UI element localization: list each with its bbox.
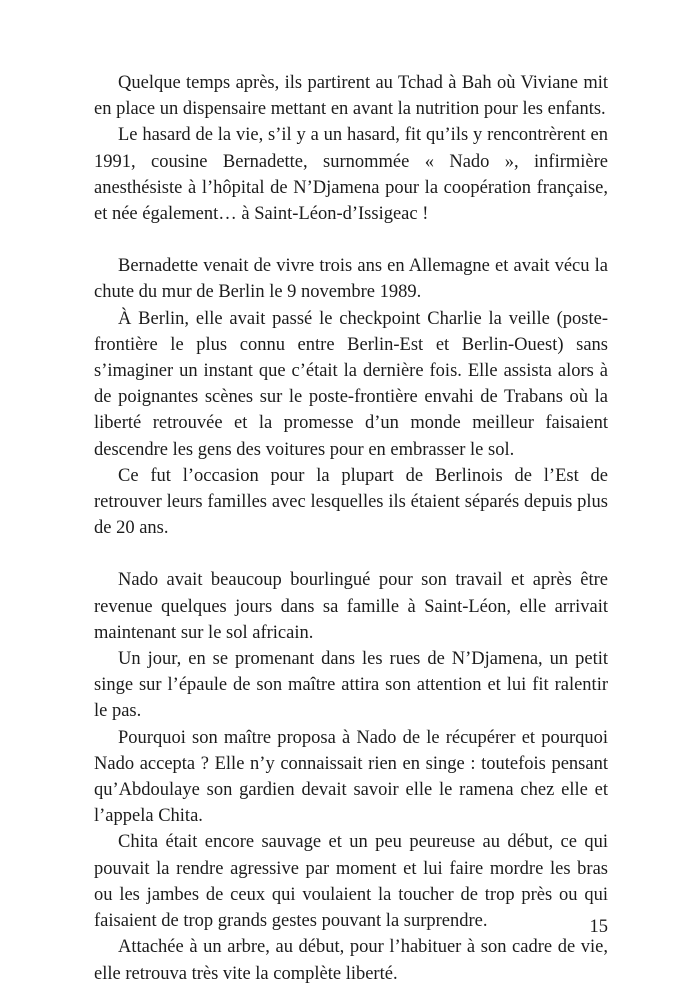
section-break bbox=[94, 227, 608, 253]
paragraph: Attachée à un arbre, au début, pour l’habituer à son cadre de vie, elle retrouva très vite la complète liberté. bbox=[94, 937, 608, 984]
paragraph: Pourquoi son maître proposa à Nado de le récupérer et pourquoi Nado accepta ? Elle n’y connaissait rien en singe : toutefois pensant qu’Abdoulaye son gardien devait savoir elle le ramena chez elle et l’appela Chita. bbox=[94, 727, 608, 827]
paragraph: Chita était encore sauvage et un peu peureuse au début, ce qui pouvait la rendre agressive par moment et lui faire mordre les bras ou les jambes de ceux qui voulaient la toucher de trop près ou qui faisaient de trop grands gestes pouvant la surprendre. bbox=[94, 832, 608, 932]
section-break bbox=[94, 541, 608, 567]
paragraph: Le hasard de la vie, s’il y a un hasard, fit qu’ils y rencontrèrent en 1991, cousine Bernadette, surnommée « Nado », infirmière anesthésiste à l’hôpital de N’Djamena pour la coopération française, et née également… à Saint-Léon-d’Issigeac ! bbox=[94, 125, 608, 225]
paragraph: Un jour, en se promenant dans les rues de N’Djamena, un petit singe sur l’épaule de son maître attira son attention et lui fit ralentir le pas. bbox=[94, 649, 608, 722]
paragraph: Nado avait beaucoup bourlingué pour son travail et après être revenue quelques jours dans sa famille à Saint-Léon, elle arrivait maintenant sur le sol africain. bbox=[94, 570, 608, 643]
body-text bbox=[94, 70, 608, 987]
paragraph: À Berlin, elle avait passé le checkpoint Charlie la veille (poste-frontière le plus connu entre Berlin-Est et Berlin-Ouest) sans s’imaginer un instant que c’était la dernière fois. Elle assista alors à de poignantes scènes sur le poste-frontière envahi de Trabans où la liberté retrouvée et la promesse d’un monde meilleur faisaient descendre les gens des voitures pour en embrasser le sol. bbox=[94, 308, 608, 460]
page-number: 15 bbox=[589, 917, 608, 937]
paragraph: Ce fut l’occasion pour la plupart de Berlinois de l’Est de retrouver leurs familles avec lesquelles ils étaient séparés depuis plus de 20 ans. bbox=[94, 465, 608, 539]
paragraph: Quelque temps après, ils partirent au Tchad à Bah où Viviane mit en place un dispensaire mettant en avant la nutrition pour les enfants. bbox=[94, 73, 608, 120]
paragraph: Bernadette venait de vivre trois ans en Allemagne et avait vécu la chute du mur de Berlin le 9 novembre 1989. bbox=[94, 256, 608, 303]
